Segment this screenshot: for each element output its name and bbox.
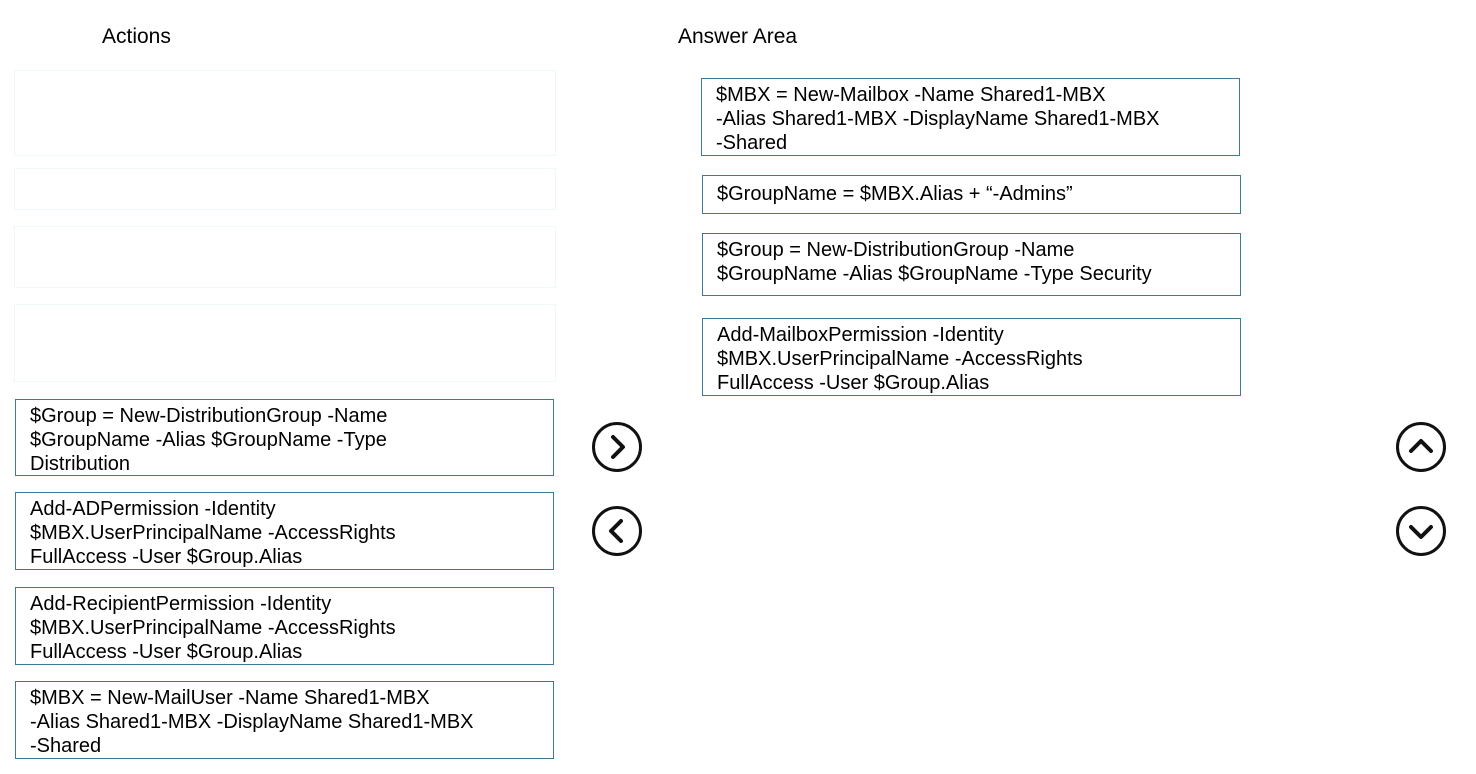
chevron-right-icon — [595, 425, 639, 469]
empty-action-slot — [14, 304, 556, 382]
move-left-button[interactable] — [592, 506, 642, 556]
move-up-button[interactable] — [1396, 422, 1446, 472]
chevron-left-icon — [595, 509, 639, 553]
answer-item[interactable]: Add-MailboxPermission -Identity $MBX.UserPrincipalName -AccessRights FullAccess -User $Group.Alias — [702, 318, 1241, 396]
answer-item[interactable]: $MBX = New-Mailbox -Name Shared1-MBX -Alias Shared1-MBX -DisplayName Shared1-MBX -Shared — [701, 78, 1240, 156]
chevron-up-icon — [1399, 425, 1443, 469]
answer-area-heading: Answer Area — [678, 25, 798, 48]
chevron-down-icon — [1399, 509, 1443, 553]
empty-action-slot — [14, 168, 556, 210]
actions-heading: Actions — [102, 25, 171, 48]
answer-item[interactable]: $GroupName = $MBX.Alias + “-Admins” — [702, 175, 1241, 214]
action-item[interactable]: Add-RecipientPermission -Identity $MBX.UserPrincipalName -AccessRights FullAccess -User $Group.Alias — [15, 587, 554, 665]
action-item[interactable]: $MBX = New-MailUser -Name Shared1-MBX -Alias Shared1-MBX -DisplayName Shared1-MBX -Shared — [15, 681, 554, 759]
empty-action-slot — [14, 70, 556, 156]
action-item[interactable]: Add-ADPermission -Identity $MBX.UserPrincipalName -AccessRights FullAccess -User $Group.Alias — [15, 492, 554, 570]
action-item[interactable]: $Group = New-DistributionGroup -Name $GroupName -Alias $GroupName -Type Distribution — [15, 399, 554, 476]
move-right-button[interactable] — [592, 422, 642, 472]
empty-action-slot — [14, 226, 556, 288]
answer-item[interactable]: $Group = New-DistributionGroup -Name $GroupName -Alias $GroupName -Type Security — [702, 233, 1241, 296]
move-down-button[interactable] — [1396, 506, 1446, 556]
